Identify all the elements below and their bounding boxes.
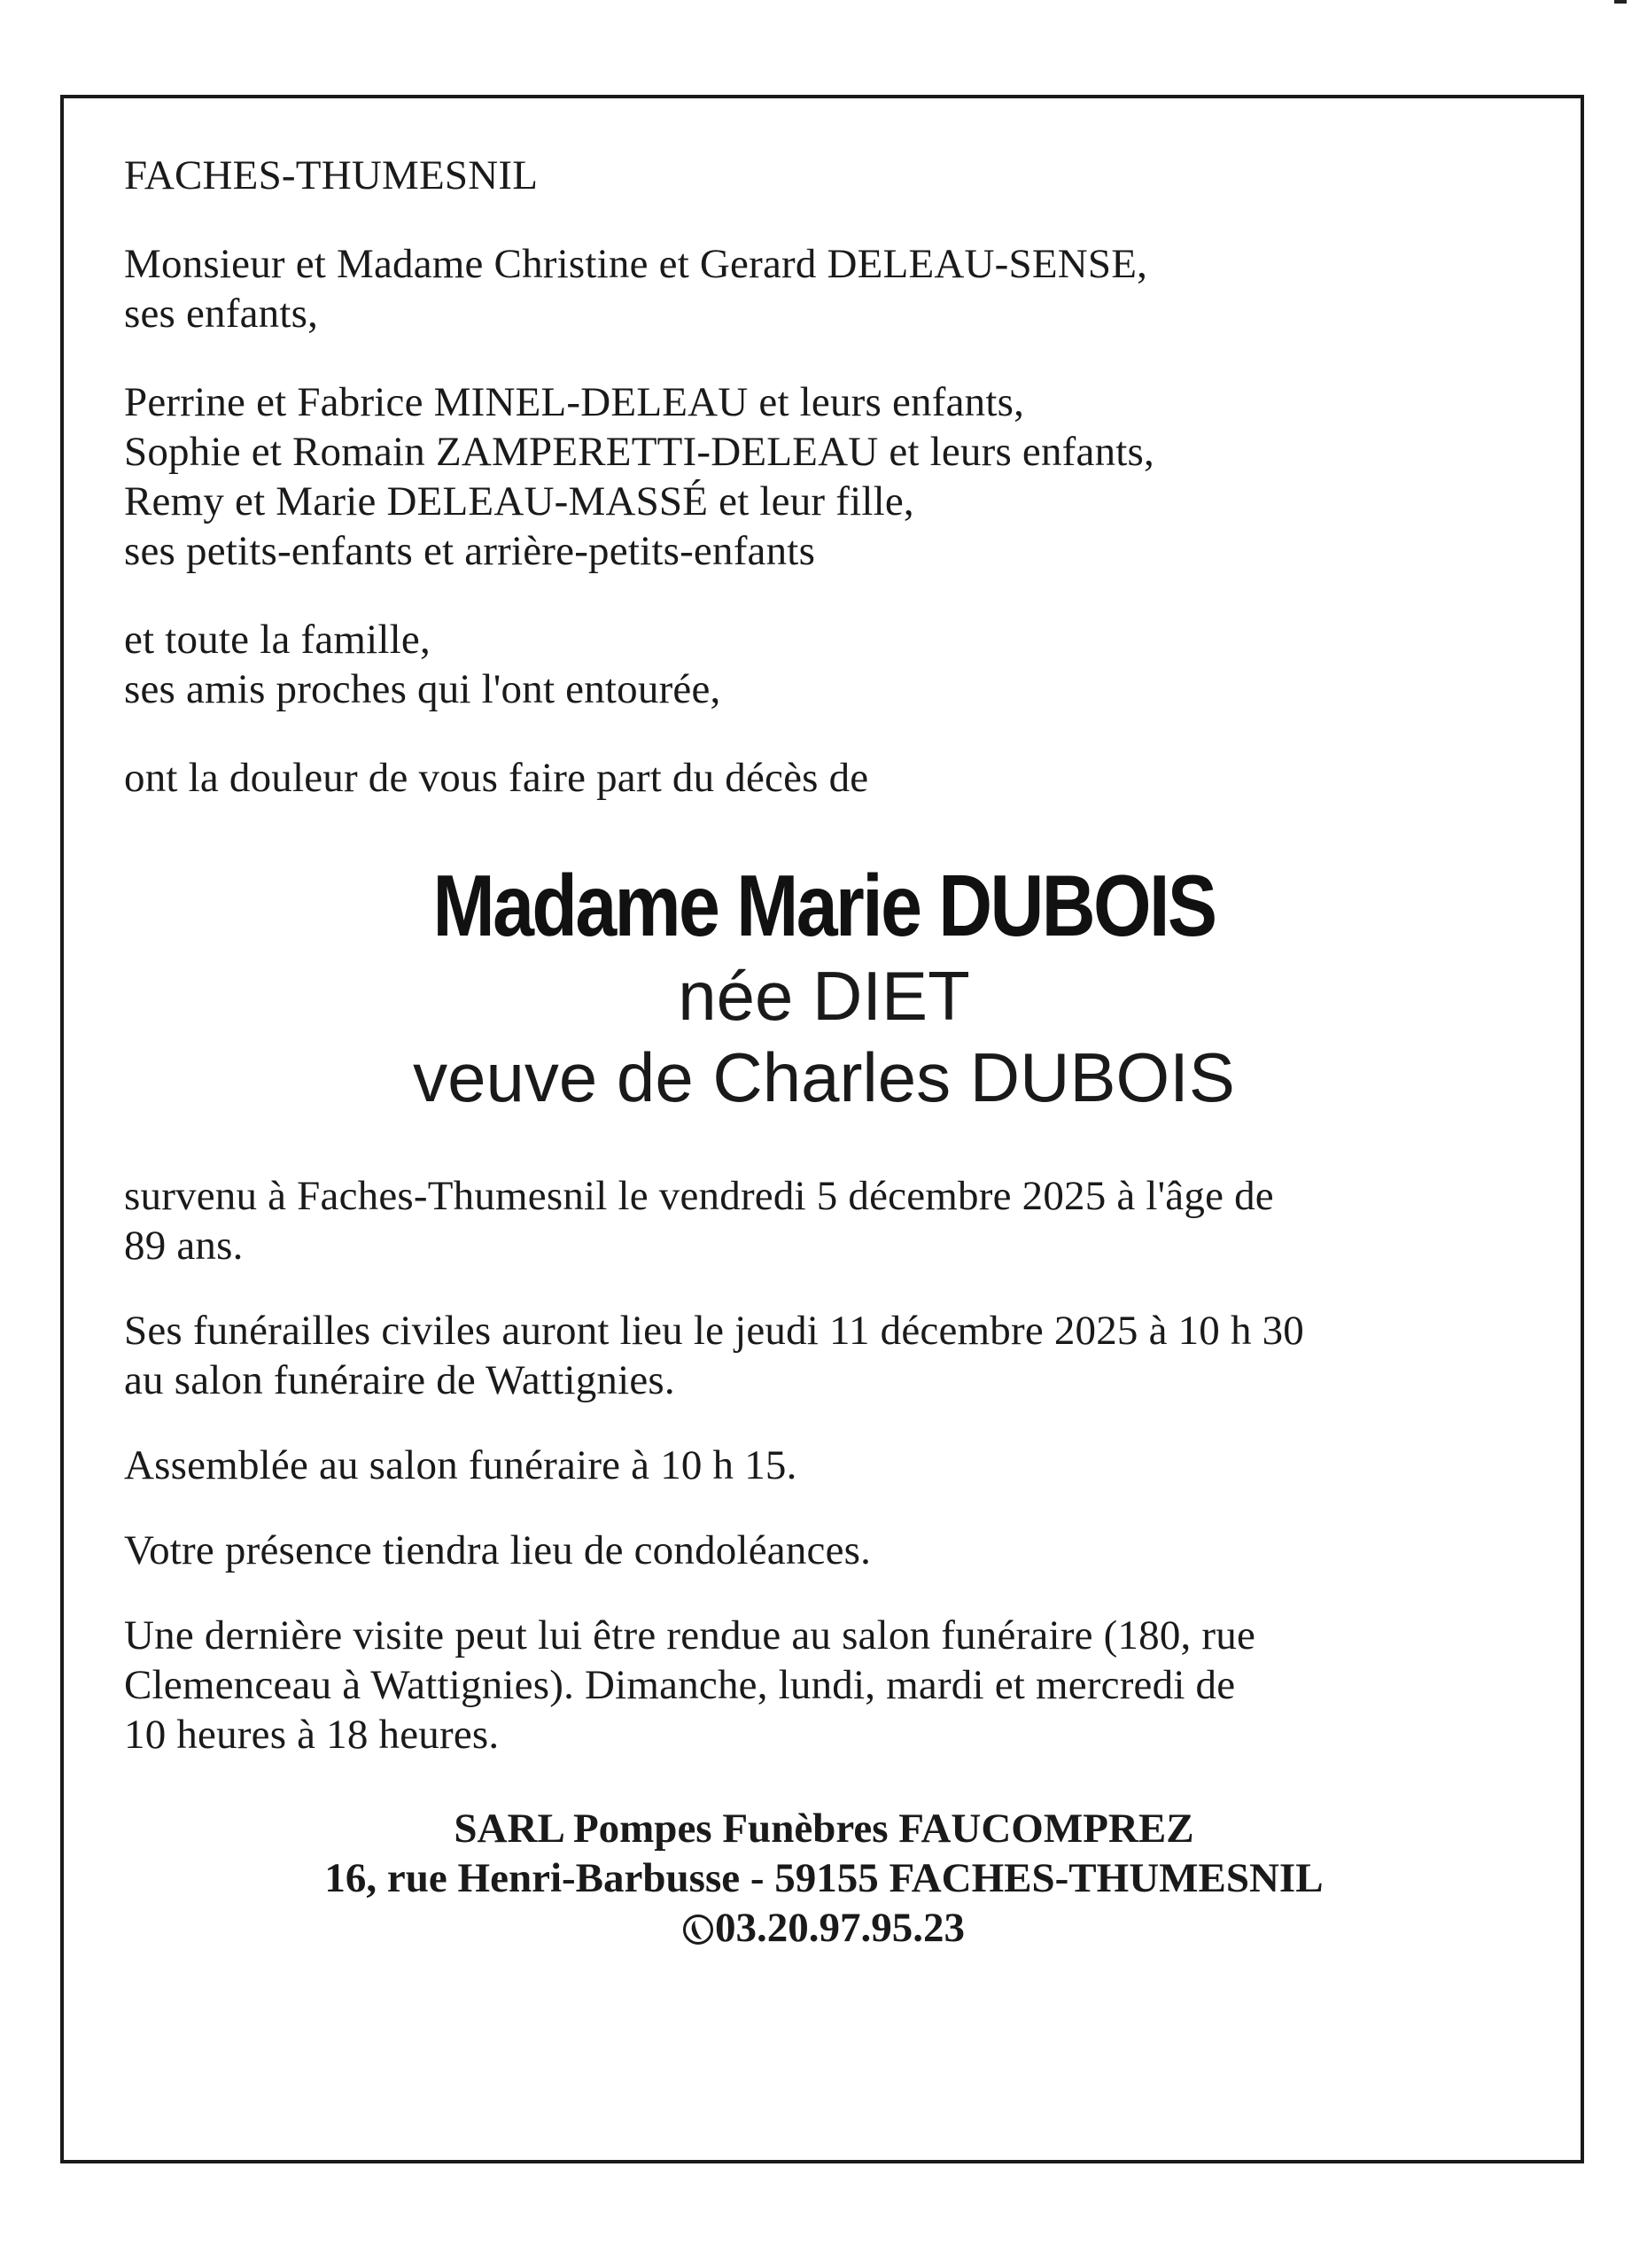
family-line: et toute la famille, [124,617,431,663]
funeral-line: Ses funérailles civiles auront lieu le jeudi 11 décembre 2025 à 10 h 30 [124,1308,1304,1354]
maiden-name: née DIET [678,957,970,1035]
friends-line: ses amis proches qui l'ont entourée, [124,666,721,712]
grandchildren-block [124,377,1524,576]
scan-corner-mark [1614,0,1627,4]
grandchildren-line: Sophie et Romain ZAMPERETTI-DELEAU et leurs enfants, [124,429,1154,475]
death-age: 89 ans. [124,1223,244,1269]
notice-content [124,151,1524,1953]
grandchildren-line: Perrine et Fabrice MINEL-DELEAU et leurs enfants, [124,379,1025,425]
visit-line: Une dernière visite peut lui être rendue au salon funéraire (180, rue [124,1612,1256,1658]
children-block [124,239,1524,338]
deceased-name: Madame Marie DUBOIS [432,857,1216,954]
death-line: survenu à Faches-Thumesnil le vendredi 5 décembre 2025 à l'âge de [124,1173,1274,1219]
funeral-home-phone: 03.20.97.95.23 [715,1905,965,1951]
announcement-text: ont la douleur de vous faire part du décès de [124,755,869,801]
location-heading: FACHES-THUMESNIL [124,152,539,198]
visit-hours: 10 heures à 18 heures. [124,1712,500,1758]
assembly-text: Assemblée au salon funéraire à 10 h 15. [124,1442,797,1488]
visit-block [124,1611,1524,1759]
deceased-block [124,856,1524,1118]
family-block [124,615,1524,714]
children-label: ses enfants, [124,291,319,337]
widow-of: veuve de Charles DUBOIS [413,1038,1235,1116]
funeral-place: au salon funéraire de Wattignies. [124,1357,675,1403]
condolences-text: Votre présence tiendra lieu de condoléances. [124,1527,872,1573]
funeral-home-name: SARL Pompes Funèbres FAUCOMPREZ [454,1806,1194,1852]
funeral-home-phone-row [124,1903,1524,1953]
grandchildren-label: ses petits-enfants et arrière-petits-enfants [124,528,816,574]
visit-line: Clemenceau à Wattignies). Dimanche, lundi, mardi et mercredi de [124,1662,1236,1708]
funeral-home-block [124,1804,1524,1953]
children-line: Monsieur et Madame Christine et Gerard DELEAU-SENSE, [124,241,1148,287]
funeral-block [124,1306,1524,1405]
funeral-home-address: 16, rue Henri-Barbusse - 59155 FACHES-THUMESNIL [324,1855,1324,1901]
grandchildren-line: Remy et Marie DELEAU-MASSÉ et leur fille, [124,478,914,524]
phone-icon [683,1915,713,1945]
death-block [124,1171,1524,1270]
